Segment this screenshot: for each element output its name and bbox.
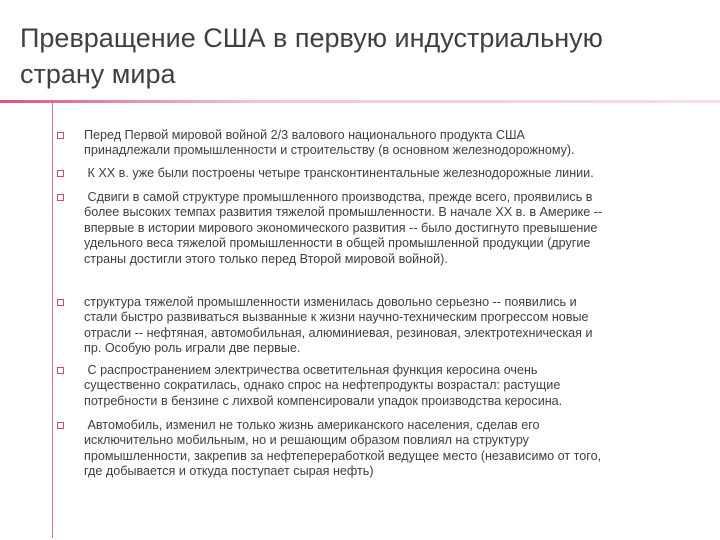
- bullet-line: К XX в. уже были построены четыре трансконтинентальные железнодорожные линии.: [84, 166, 594, 180]
- bullet-line: пр. Особую роль играли две первые.: [84, 341, 301, 356]
- bullet-line: С распространением электричества осветительная функция керосина очень: [84, 363, 538, 377]
- bullet-line: существенно сократилась, однако спрос на нефтепродукты возрастал: растущие: [84, 378, 561, 393]
- bullet-text: [84, 363, 697, 409]
- bullet-item-1: [57, 128, 697, 159]
- left-accent-line: [52, 102, 53, 538]
- bullet-text: [84, 190, 697, 267]
- bullet-line: удельного веса тяжелой промышленности в общей промышленной продукции (другие: [84, 236, 591, 251]
- bullet-line: впервые в истории мирового экономического развития -- было достигнуто превышение: [84, 220, 598, 235]
- square-bullet-icon: [57, 422, 64, 429]
- bullet-line: Автомобиль, изменил не только жизнь американского населения, сделав его: [84, 418, 540, 432]
- title-line-1: Превращение США в первую индустриальную: [20, 23, 603, 53]
- bullet-line: стали быстро развиваться вызванные к жизни научно-техническим прогрессом новые: [84, 310, 589, 325]
- square-bullet-icon: [57, 367, 64, 374]
- square-bullet-icon: [57, 170, 64, 177]
- bullet-item-4: [57, 295, 697, 357]
- bullet-line: потребности в бензине с лихвой компенсировали упадок производства керосина.: [84, 393, 563, 408]
- bullet-line: где добывается и откуда поступает сырая нефть): [84, 464, 374, 479]
- bullet-line: структура тяжелой промышленности изменилась довольно серьезно -- появились и: [84, 295, 577, 309]
- bullet-text: [84, 128, 697, 159]
- bullet-line: Сдвиги в самой структуре промышленного производства, прежде всего, проявились в: [84, 190, 593, 204]
- title-line-2: страну мира: [20, 59, 176, 89]
- square-bullet-icon: [57, 299, 64, 306]
- slide-title: [20, 20, 700, 92]
- bullet-item-5: [57, 363, 697, 409]
- bullet-line: более высоких темпах развития тяжелой промышленности. В начале XX в. в Америке --: [84, 205, 603, 220]
- bullet-item-6: [57, 418, 697, 480]
- bullet-line: исключительно мобильным, но и решающим образом повлиял на структуру: [84, 433, 529, 448]
- bullet-line: страны достигли этого только перед Второй мировой войной).: [84, 251, 448, 266]
- bullet-text: [84, 166, 697, 181]
- bullet-text: [84, 418, 697, 480]
- bullet-line: промышленности, закрепив за нефтепереработкой ведущее место (независимо от того,: [84, 448, 602, 463]
- bullet-item-2: [57, 166, 697, 181]
- bullet-line: отрасли -- нефтяная, автомобильная, алюминиевая, резиновая, электротехническая и: [84, 325, 593, 340]
- bullet-line: принадлежали промышленности и строительству (в основном железнодорожному).: [84, 143, 575, 158]
- title-divider: [0, 100, 720, 103]
- bullet-text: [84, 295, 697, 357]
- bullet-item-3: [57, 190, 697, 267]
- square-bullet-icon: [57, 132, 64, 139]
- square-bullet-icon: [57, 194, 64, 201]
- bullet-line: Перед Первой мировой войной 2/3 валового национального продукта США: [84, 128, 525, 142]
